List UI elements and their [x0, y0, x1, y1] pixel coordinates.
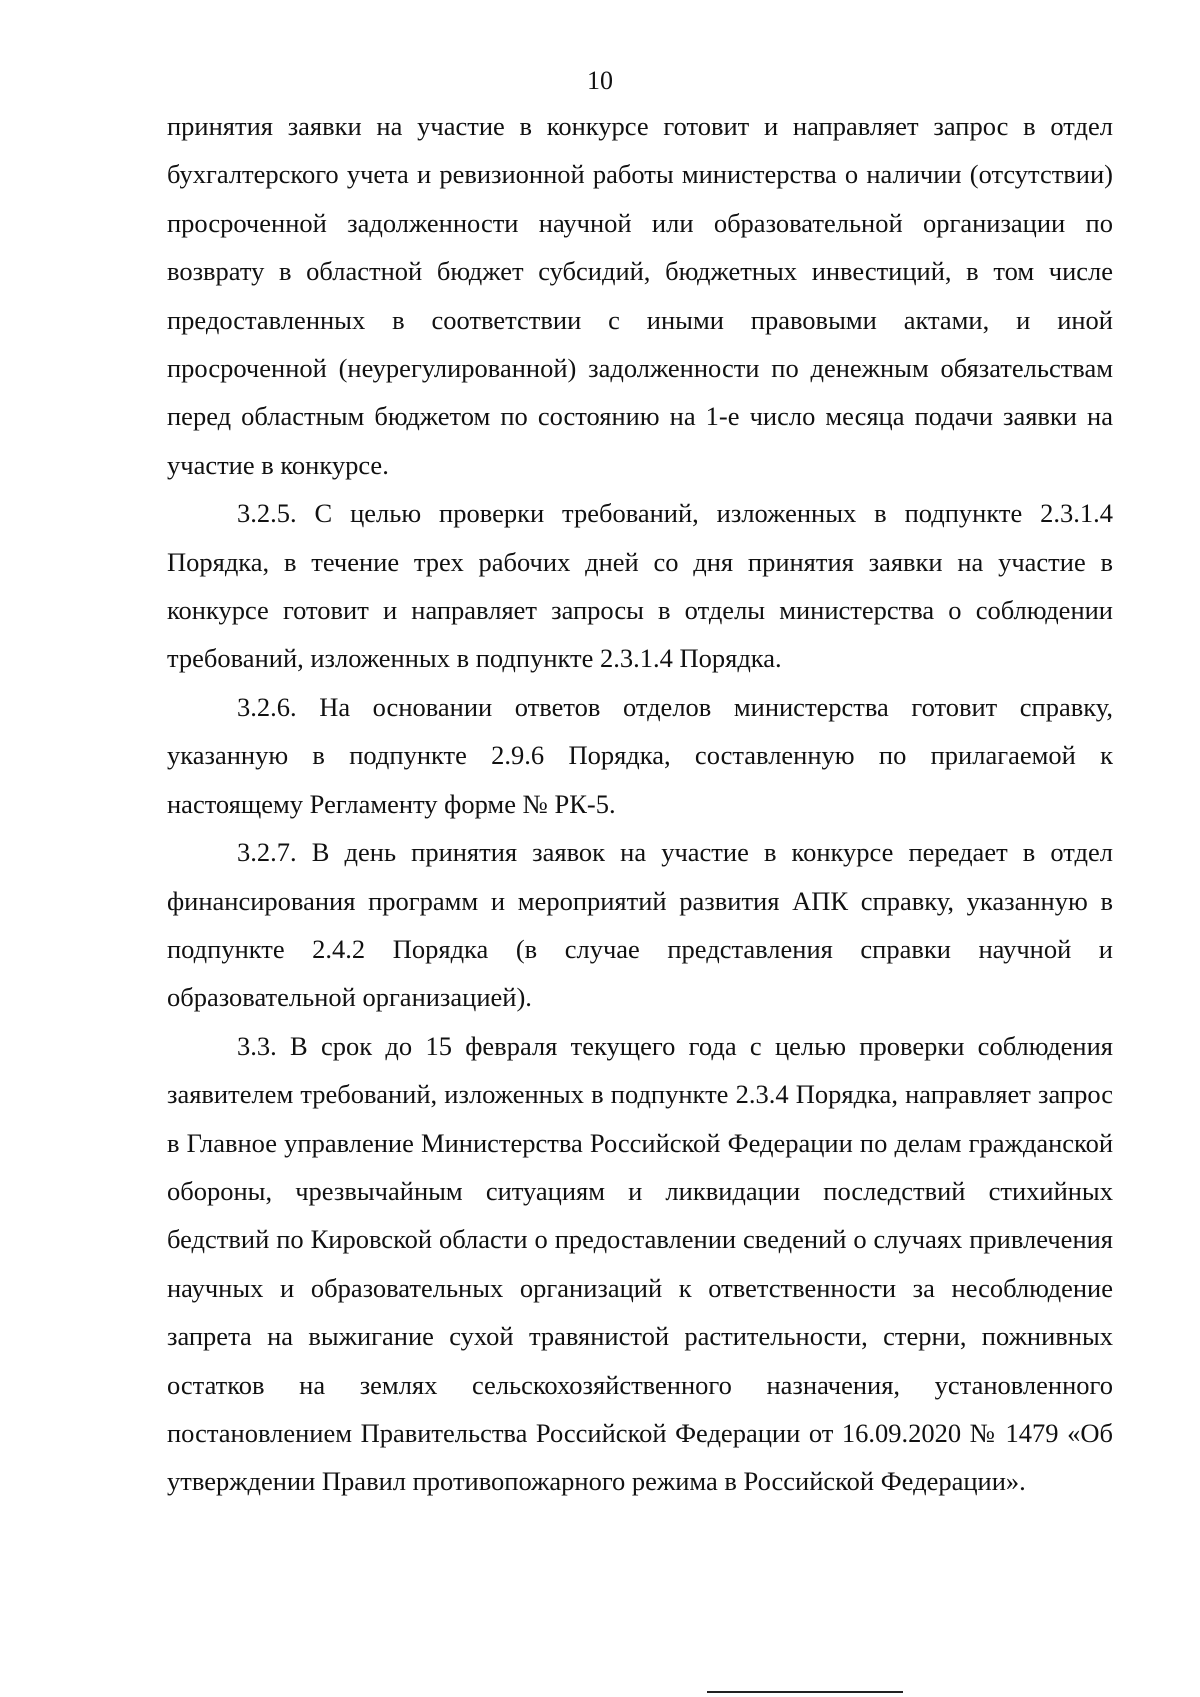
paragraph-3-2-6: 3.2.6. На основании ответов отделов министерства готовит справку, указанную в подпункте 2.9.6 Порядка, составленную по прилагаемой к настоящему Регламенту форме № РК-5.	[167, 691, 1113, 819]
paragraph-3-2-5: 3.2.5. С целью проверки требований, изложенных в подпункте 2.3.1.4 Порядка, в течение трех рабочих дней со дня принятия заявки на участие в конкурсе готовит и направляет запросы в отделы министерства о соблюдении требований, изложенных в подпункте 2.3.1.4 Порядка.	[167, 498, 1113, 674]
document-body	[167, 102, 1113, 1506]
page-number: 10	[587, 66, 613, 95]
footer-rule	[707, 1691, 903, 1693]
paragraph-3-3: 3.3. В срок до 15 февраля текущего года с целью проверки соблюдения заявителем требований, изложенных в подпункте 2.3.4 Порядка, направляет запрос в Главное управление Министерства Российской Федерации по делам гражданской обороны, чрезвычайным ситуациям и ликвидации последствий стихийных бедствий по Кировской области о предоставлении сведений о случаях привлечения научных и образовательных организаций к ответственности за несоблюдение запрета на выжигание сухой травянистой растительности, стерни, пожнивных остатков на землях сельскохозяйственного назначения, установленного постановлением Правительства Российской Федерации от 16.09.2020 № 1479 «Об утверждении Правил противопожарного режима в Российской Федерации».	[167, 1030, 1113, 1497]
paragraph-continuation: принятия заявки на участие в конкурсе готовит и направляет запрос в отдел бухгалтерского учета и ревизионной работы министерства о наличии (отсутствии) просроченной задолженности научной или образовательной организации по возврату в областной бюджет субсидий, бюджетных инвестиций, в том числе предоставленных в соответствии с иными правовыми актами, и иной просроченной (неурегулированной) задолженности по денежным обязательствам перед областным бюджетом по состоянию на 1-е число месяца подачи заявки на участие в конкурсе.	[167, 111, 1113, 480]
paragraph-3-2-7: 3.2.7. В день принятия заявок на участие в конкурсе передает в отдел финансирования программ и мероприятий развития АПК справку, указанную в подпункте 2.4.2 Порядка (в случае представления справки научной и образовательной организацией).	[167, 837, 1113, 1013]
